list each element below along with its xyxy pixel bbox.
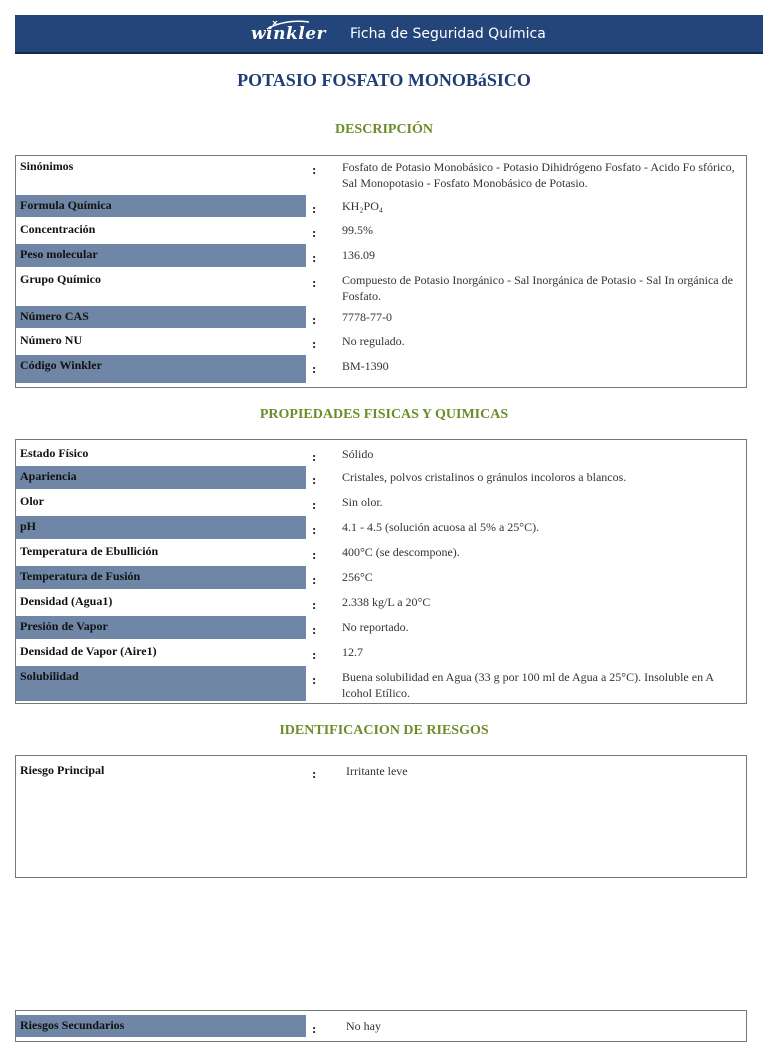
- row-colon: :: [312, 201, 317, 216]
- row-label: pH: [16, 516, 306, 539]
- row-value: No regulado.: [342, 334, 405, 348]
- row-value: 4.1 - 4.5 (solución acuosa al 5% a 25°C).: [342, 520, 540, 534]
- row-colon: :: [312, 572, 317, 587]
- table-row: [16, 219, 746, 243]
- row-colon: :: [312, 449, 317, 464]
- propiedades-table: [15, 439, 747, 704]
- row-label: Temperatura de Fusión: [16, 566, 306, 589]
- row-colon: :: [312, 312, 317, 327]
- row-label: Sinónimos: [20, 159, 74, 173]
- row-label: Presión de Vapor: [16, 616, 306, 639]
- section-title-riesgos: IDENTIFICACION DE RIESGOS: [279, 723, 489, 738]
- row-label: Riesgos Secundarios: [16, 1015, 306, 1037]
- table-row: [16, 156, 746, 195]
- table-row: [16, 541, 746, 564]
- row-value: Cristales, polvos cristalinos o gránulos incoloros a blancos.: [342, 470, 627, 484]
- row-label: Riesgo Principal: [20, 763, 105, 777]
- table-row: [16, 616, 746, 639]
- table-row: [16, 355, 746, 383]
- row-colon: :: [312, 361, 317, 376]
- row-value: Irritante leve: [346, 764, 408, 778]
- row-label: Concentración: [20, 222, 96, 236]
- row-colon: :: [312, 647, 317, 662]
- table-row: [16, 1015, 746, 1037]
- header-title: Ficha de Seguridad Química: [350, 26, 546, 42]
- table-row: [16, 269, 746, 306]
- row-value: Fosfato de Potasio Monobásico - Potasio Dihidrógeno Fosfato - Acido Fo sfórico, Sal Monopotasio - Fosfato Monobásico de Potasio.: [342, 160, 735, 190]
- row-label: Temperatura de Ebullición: [20, 544, 159, 558]
- header-bar: [15, 15, 763, 54]
- table-row: [16, 443, 746, 465]
- row-value: KH₂PO₄: [342, 199, 384, 213]
- row-value: No hay: [346, 1019, 381, 1033]
- table-row: [16, 516, 746, 539]
- row-colon: :: [312, 162, 317, 177]
- section-title-descripcion: DESCRIPCIÓN: [334, 122, 433, 137]
- row-value: No reportado.: [342, 620, 409, 634]
- row-colon: :: [312, 472, 317, 487]
- table-row: [16, 566, 746, 589]
- row-colon: :: [312, 497, 317, 512]
- riesgos-table: [15, 755, 747, 878]
- section-title-propiedades: PROPIEDADES FISICAS Y QUIMICAS: [259, 407, 509, 422]
- row-value: Buena solubilidad en Agua (33 g por 100 ml de Agua a 25°C). Insoluble en A lcohol Etílico.: [342, 670, 714, 700]
- table-row: [16, 244, 746, 267]
- row-colon: :: [312, 1021, 317, 1036]
- row-label: Formula Química: [16, 195, 306, 217]
- row-colon: :: [312, 766, 317, 781]
- row-colon: :: [312, 250, 317, 265]
- row-colon: :: [312, 672, 317, 687]
- row-value: 99.5%: [342, 223, 373, 237]
- row-value: 256°C: [342, 570, 373, 584]
- table-row: [16, 591, 746, 614]
- riesgos-secundarios-table: [15, 1010, 747, 1042]
- row-colon: :: [312, 336, 317, 351]
- row-value: Sólido: [342, 447, 374, 461]
- table-row: [16, 641, 746, 664]
- row-label: Peso molecular: [16, 244, 306, 267]
- row-label: Número CAS: [16, 306, 306, 328]
- row-label: Densidad de Vapor (Aire1): [20, 644, 157, 658]
- descripcion-table: [15, 155, 747, 388]
- row-colon: :: [312, 225, 317, 240]
- row-label: Estado Físico: [20, 446, 89, 460]
- document-title: POTASIO FOSFATO MONOBáSICO: [237, 70, 531, 90]
- table-row: [16, 466, 746, 489]
- row-colon: :: [312, 522, 317, 537]
- table-row: [16, 491, 746, 514]
- table-row: [16, 330, 746, 354]
- row-colon: :: [312, 597, 317, 612]
- row-value: Compuesto de Potasio Inorgánico - Sal Inorgánica de Potasio - Sal In orgánica de Fosfato.: [342, 273, 733, 303]
- row-label: Olor: [20, 494, 44, 508]
- row-value: 136.09: [342, 248, 375, 262]
- row-value: 2.338 kg/L a 20°C: [342, 595, 431, 609]
- table-row: [16, 760, 746, 781]
- row-colon: :: [312, 622, 317, 637]
- table-row: [16, 306, 746, 328]
- row-label: Densidad (Agua1): [20, 594, 113, 608]
- row-colon: :: [312, 275, 317, 290]
- row-label: Código Winkler: [16, 355, 306, 383]
- table-row: [16, 666, 746, 701]
- row-label: Solubilidad: [16, 666, 306, 701]
- row-colon: :: [312, 547, 317, 562]
- row-label: Apariencia: [16, 466, 306, 489]
- row-label: Número NU: [20, 333, 83, 347]
- winkler-logo: winkler: [251, 24, 326, 44]
- row-value: Sin olor.: [342, 495, 383, 509]
- row-value: BM-1390: [342, 359, 389, 373]
- table-row: [16, 195, 746, 217]
- row-label: Grupo Químico: [20, 272, 102, 286]
- row-value: 7778-77-0: [342, 310, 392, 324]
- row-value: 12.7: [342, 645, 363, 659]
- row-value: 400°C (se descompone).: [342, 545, 460, 559]
